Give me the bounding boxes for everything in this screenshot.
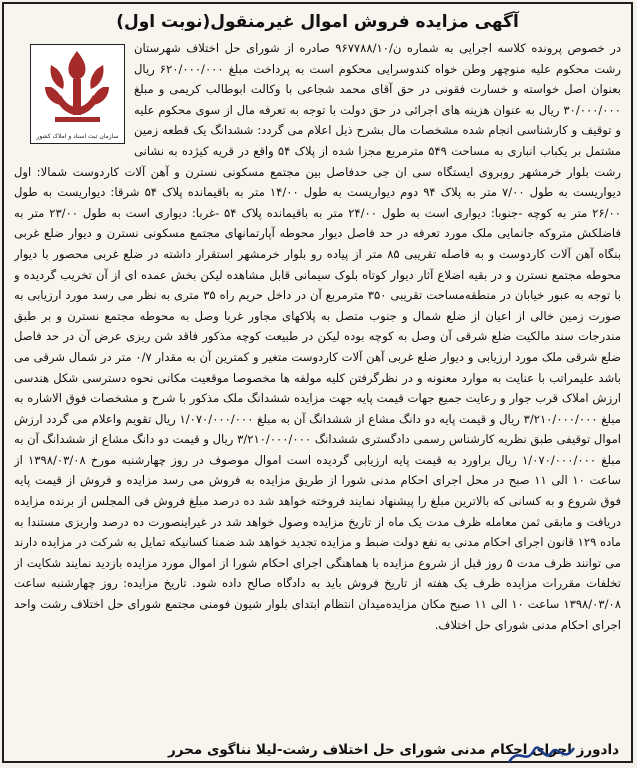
- notice-title: آگهی مزایده فروش اموال غیرمنقول(نوبت اول): [116, 12, 519, 32]
- logo-caption: سازمان ثبت اسناد و املاک کشور: [36, 133, 119, 140]
- notice-body: [14, 38, 621, 713]
- notice-body-text: در خصوص پرونده کلاسه اجرایی به شماره ن/۹۶۷۷۸۸/۱۰ صادره از شورای حل اختلاف شهرستان رشت محکوم علیه منوچهر وطن خواه کندوسرایی محکوم است به پرداخت مبلغ ۶۲۰/۰۰۰/۰۰۰ ریال بعنوان اصل خواسته و خسارت فقونی در حق آقای محمد شجاعی با وکالت ابوطالب کریمی و مبلغ ۳۰/۰۰۰/۰۰۰ ریال به عنوان هزینه های اجرائی در حق دولت با توجه به تعرفه مال از سوی محکوم علیه و توقیف و کارشناسی انجام شده مشخصات مال بشرح ذیل اعلام می گردد: ششدانگ یک قطعه زمین مشتمل بر یکباب انباری به مساحت ۵۴۹ مترمربع مجزا شده از پلاک ۵۴ واقع در قریه کیژده به نشانی رشت بلوار خرمشهر روبروی ایستگاه سی ان جی حدفاصل بین مجتمع مسکونی نسترن و آهن آلات کاردوست شمالا: اول دیواریست به طول ۷/۰۰ متر به پلاک ۹۴ دوم دیواریست به طول ۱۴/۰۰ متر به باقیمانده پلاک ۵۴ شرقا: دیواریست به طول ۲۶/۰۰ متر به کوچه -جنوبا: دیواری است به طول ۲۴/۰۰ متر به باقیمانده پلاک ۵۴ -غربا: دیواری است به طول ۲۳/۰۰ متر به فاضلکش متروکه جانمایی ملک مورد تعرفه در حد فاصل دیوار محوطه آپارتمانهای مجتمع مسکونی نسترن و دیوار ضلع غربی بنگاه آهن آلات کاردوست و به فاصله تقریبی ۸۵ متر از پیاده رو بلوار خرمشهر استقرار داشته در ضلع غربی محصور با دیوار محوطه مجتمع نسترن و در بقیه اضلاع آثار دیوار کوتاه بلوک سیمانی قابل مشاهده لیکن بخش عمده ای از آن تخریب گردیده و با توجه به عبور خیابان در منطقه‌مساحت تقریبی ۳۵۰ مترمربع آن در داخل حریم راه ۳۵ متری به نظر می رسد مورد ارزیابی به صورت زمین خالی از اعیان از ضلع شمال و جنوب متصل به پلاکهای مجاور غربا وصل به محوطه مجتمع نسترن و بر طبق مندرجات سند مالکیت ضلع شرقی آن وصل به کوچه بوده لیکن در طبیعت کوچه مذکور فاقد شن ریزی عرض آن در حد فاصل ضلع شرقی ملک مورد ارزیابی و دیوار ضلع غربی آهن آلات کاردوست متغیر و کمترین آن به مقدار ۰/۷ متر در شمال شرقی می باشد علیمراتب با عنایت به موارد معنونه و در نظرگرفتن کلیه مولفه ها مخصوصا موقعیت مکانی نحوه دسترسی شکل هندسی ارزش املاک قرب جوار و رعایت جمیع جهات قیمت پایه جهت مزایده ششدانگ ملک مذکور با شرح و مشخصات فوق الاشاره به مبلغ ۳/۲۱۰/۰۰۰/۰۰۰ ریال و قیمت پایه دو دانگ مشاع از ششدانگ آن به مبلغ ۱/۰۷۰/۰۰۰/۰۰۰ ریال تقویم واعلام می گردد ارزش اموال توقیفی طبق نظریه کارشناس رسمی دادگستری ششدانگ ۳/۲۱۰/۰۰۰/۰۰۰ ریال و قیمت دو دانگ مشاع از ششدانگ آن به مبلغ ۱/۰۷۰/۰۰۰/۰۰۰ ریال براورد به قیمت پایه ارزیابی گردیده است اموال موصوف در روز چهارشنبه مورخ ۱۳۹۸/۰۳/۰۸ از ساعت ۱۰ الی ۱۱ صبح در محل اجرای احکام مدنی شورا از طریق مزایده به فروش می رسد مزایده و فروش از قیمت پایه فوق شروع و به کسانی که بالاترین مبلغ را پیشنهاد نمایند فروخته خواهد شد ده درصد مبلغ فروش فی المجلس از برنده مزایده دریافت و مابقی ثمن معامله ظرف مدت یک ماه از تاریخ مزایده وصول خواهد شد در غیراینصورت ده درصد واریزی مستندا به ماده ۱۲۹ قانون اجرای احکام مدنی به نفع دولت ضبط و مزایده تجدید خواهد شد ضمنا کسانیکه تمایل به شرکت در مزایده دارند می توانند ظرف مدت ۵ روز قبل از شروع مزایده با هماهنگی اجرای احکام شورا از اموال مورد مزایده بازدید نمایند شکایت از تخلفات مقررات مزایده ظرف یک هفته از تاریخ فروش باید به دادگاه صالح داده شود. تاریخ مزایده: روز چهارشنبه ساعت ۱۳۹۸/۰۳/۰۸ ساعت ۱۰ الی ۱۱ صبح مکان مزایده‌میدان انتظام ابتدای بلوار شیون فومنی مجتمع شورای حل اختلاف رشت واحد اجرای احکام مدنی شورای حل اختلاف.: [14, 41, 621, 632]
- notice-page: [2, 2, 633, 763]
- notice-signature: دادورز اجرای احکام مدنی شورای حل اختلاف رشت-لیلا نناگوی محرر: [168, 742, 619, 758]
- handwritten-signature-icon: [504, 742, 584, 768]
- logo-spacer: [14, 38, 134, 150]
